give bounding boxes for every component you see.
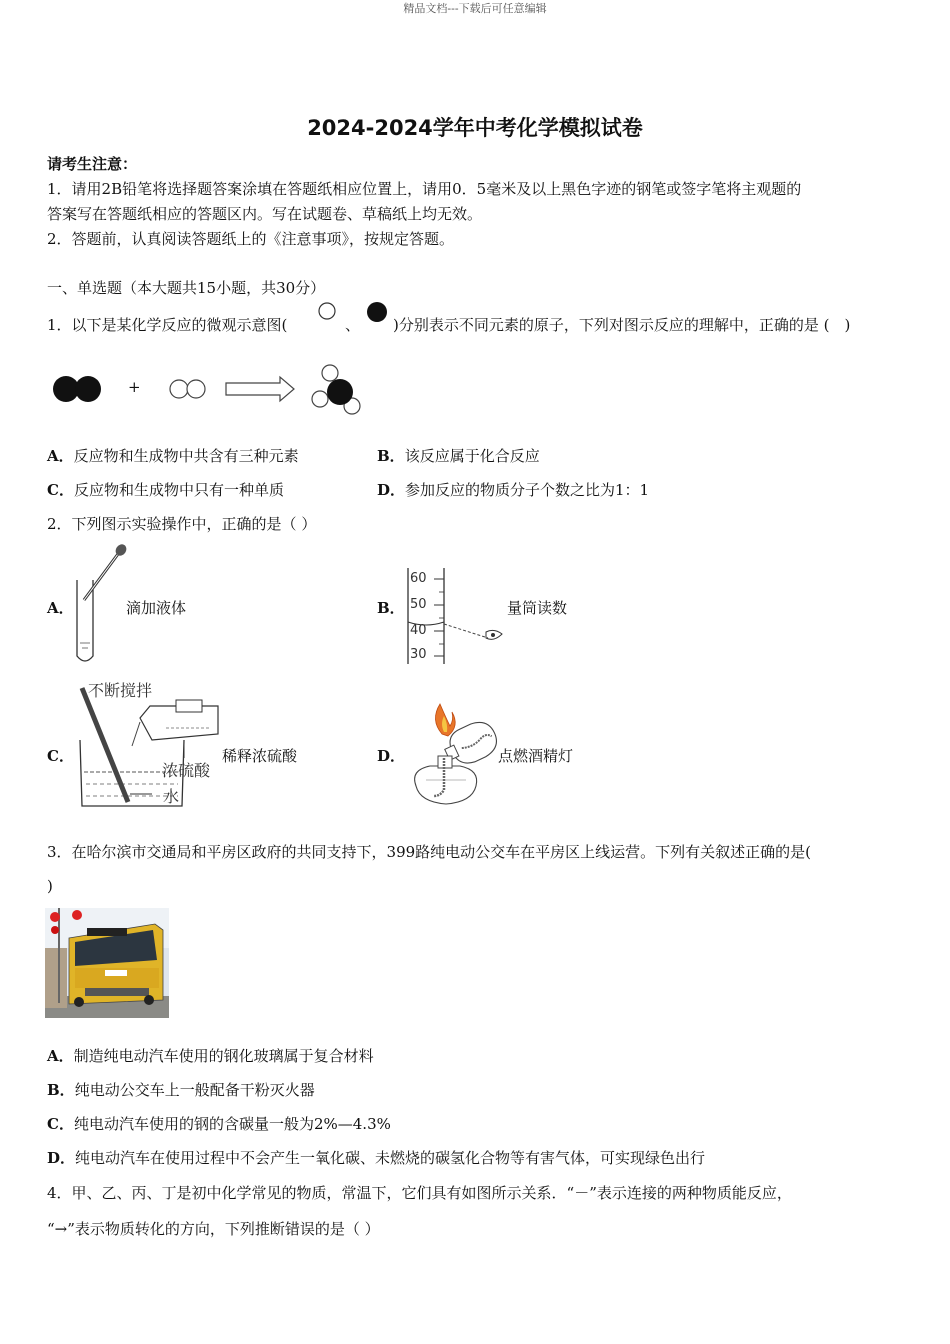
q3-stem-line-2: ) <box>47 877 53 895</box>
q1-stem-b: )分别表示不同元素的原子，下列对图示反应的理解中，正确的是 ( ) <box>393 316 851 334</box>
page-title: 2024-2024学年中考化学模拟试卷 <box>307 116 643 140</box>
black-molecule-atom-2 <box>75 376 101 402</box>
reaction-arrow-icon <box>226 377 294 401</box>
q1-option-c-label: C． <box>47 481 74 499</box>
notice-line-1: 1．请用2B铅笔将选择题答案涂填在答题纸相应位置上，请用0．5毫米及以上黑色字迹的钢笔或签字笔将主观题的 <box>47 180 802 198</box>
q3-option-c-label: C． <box>47 1115 74 1133</box>
q1-option-a-text: 反应物和生成物中共含有三种元素 <box>73 447 299 465</box>
acid-label: 浓硫酸 <box>162 761 211 780</box>
white-molecule-atom-2 <box>187 380 205 398</box>
stirring-rod <box>82 688 128 802</box>
q1-option-b-text: 该反应属于化合反应 <box>404 447 540 465</box>
base-lamp <box>415 766 477 804</box>
q3-option-d-text: 纯电动汽车在使用过程中不会产生一氧化碳、未燃烧的碳氢化合物等有害气体，可实现绿色出行 <box>75 1149 706 1167</box>
q2-option-b-label: B． <box>377 599 405 617</box>
q3-option-c-text: 纯电动汽车使用的钢的含碳量一般为2%—4.3% <box>73 1115 391 1133</box>
q2-option-d-label: D． <box>377 747 406 765</box>
electric-bus-photo <box>45 908 169 1018</box>
q3-option-b-label: B． <box>47 1081 75 1099</box>
cylinder-tick-50: 50 <box>410 597 427 612</box>
page-header: 精品文档---下载后可任意编辑 <box>403 2 547 15</box>
q2-option-a-label: A． <box>47 599 74 617</box>
product-white-atom-1 <box>322 365 338 381</box>
notice-line-3: 2．答题前，认真阅读答题纸上的《注意事项》，按规定答题。 <box>47 230 455 248</box>
q1-option-a-label: A． <box>47 447 74 465</box>
plus-sign: + <box>128 378 141 396</box>
q2-option-c-text: 稀释浓硫酸 <box>222 747 298 765</box>
q2-stem: 2．下列图示实验操作中，正确的是（ ） <box>47 515 317 533</box>
q4-stem-line-2: “→”表示物质转化的方向，下列推断错误的是（ ） <box>47 1220 380 1238</box>
q2-option-d-text: 点燃酒精灯 <box>498 747 574 765</box>
stir-label: 不断搅拌 <box>88 681 153 700</box>
q3-option-d-label: D． <box>47 1149 76 1167</box>
notice-heading: 请考生注意： <box>47 155 138 173</box>
dilute-acid-diagram <box>70 682 230 810</box>
white-atom-icon <box>316 300 340 324</box>
cylinder-tick-60: 60 <box>410 571 427 586</box>
q3-option-b-text: 纯电动公交车上一般配备干粉灭火器 <box>74 1081 315 1099</box>
notice-line-2: 答案写在答题纸相应的答题区内。写在试题卷、草稿纸上均无效。 <box>47 205 483 223</box>
q4-stem-line-1: 4．甲、乙、丙、丁是初中化学常见的物质，常温下，它们具有如图所示关系．“－”表示连接的两种物质能反应， <box>47 1184 792 1202</box>
cylinder-tick-40: 40 <box>410 623 427 638</box>
q3-option-a-label: A． <box>47 1047 74 1065</box>
product-black-atom <box>327 379 353 405</box>
cylinder-tick-30: 30 <box>410 647 427 662</box>
section-heading: 一、单选题（本大题共15小题，共30分） <box>47 279 326 297</box>
q1-option-d-label: D． <box>377 481 406 499</box>
q1-option-b-label: B． <box>377 447 405 465</box>
q3-stem-line-1: 3．在哈尔滨市交通局和平房区政府的共同支持下，399路纯电动公交车在平房区上线运营。下列有关叙述正确的是( <box>47 843 812 861</box>
white-molecule-atom-1 <box>170 380 188 398</box>
q1-option-d-text: 参加反应的物质分子个数之比为1：1 <box>405 481 650 499</box>
product-white-atom-2 <box>312 391 328 407</box>
q1-stem-a: 1．以下是某化学反应的微观示意图( <box>47 316 288 334</box>
q3-option-a-text: 制造纯电动汽车使用的钢化玻璃属于复合材料 <box>73 1047 374 1065</box>
q1-stem-sep: 、 <box>345 316 361 334</box>
q2-option-c-label: C． <box>47 747 74 765</box>
reaction-diagram <box>48 362 368 422</box>
water-label: 水 <box>163 787 180 806</box>
q1-option-c-text: 反应物和生成物中只有一种单质 <box>73 481 284 499</box>
alcohol-lamp-diagram <box>400 700 500 810</box>
dropper-test-tube-diagram <box>70 540 130 668</box>
q2-option-a-text: 滴加液体 <box>126 599 187 617</box>
q2-option-b-text: 量筒读数 <box>507 599 568 617</box>
black-atom-icon <box>364 300 392 326</box>
